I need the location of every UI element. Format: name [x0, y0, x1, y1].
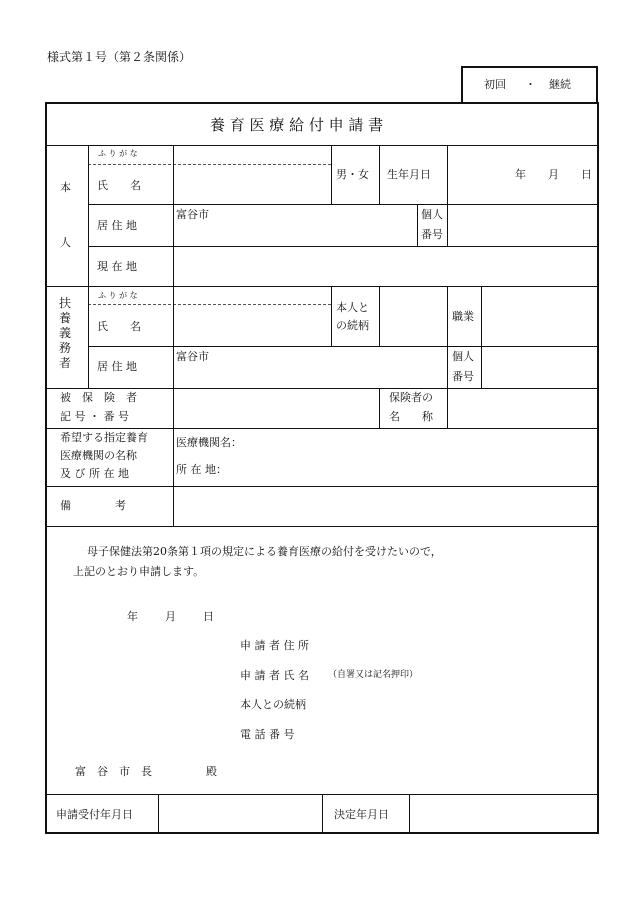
institution-address-field[interactable] [240, 456, 598, 484]
insurer-label-1: 保険者の [389, 391, 433, 404]
person-address-field[interactable] [174, 205, 417, 246]
furigana-label: ふ り が な [98, 291, 138, 300]
current-address-field[interactable] [174, 247, 598, 286]
sex-selector[interactable]: 男・女 [336, 168, 369, 181]
section-person-char1: 本 [60, 181, 71, 194]
birth-month: 月 [548, 168, 559, 181]
honorific: 殿 [206, 765, 217, 778]
guardian-address-label: 居 住 地 [97, 360, 137, 373]
guardian-city: 富谷市 [176, 350, 209, 363]
relation-label-1: 本人と [336, 301, 369, 314]
guardian-id-label-1: 個人 [452, 350, 474, 363]
person-name-label: 氏 名 [97, 179, 141, 192]
grid-line [331, 286, 332, 346]
relation-to-person-field[interactable] [325, 693, 585, 715]
badge-first[interactable]: 初回 [484, 78, 506, 91]
applicant-address-field[interactable] [325, 634, 585, 656]
grid-line [379, 145, 380, 204]
badge-separator: ・ [525, 78, 536, 91]
guardian-furigana-field[interactable] [174, 287, 331, 304]
insured-label-2: 記 号 ・ 番 号 [60, 410, 129, 423]
relation-field[interactable] [380, 287, 447, 346]
decision-date-field[interactable] [410, 795, 598, 833]
section-guardian: 扶養義務者 [59, 296, 72, 370]
person-name-field[interactable] [174, 165, 331, 204]
remarks-label: 備 考 [60, 499, 126, 512]
guardian-name-label: 氏 名 [97, 320, 141, 333]
insured-number-field[interactable] [174, 389, 379, 428]
relation-label-2: の続柄 [336, 319, 369, 332]
guardian-address-field[interactable] [174, 347, 447, 388]
institution-name-label: 医療機関名： [176, 436, 242, 449]
signature-note: （自署又は記名押印） [328, 670, 419, 680]
guardian-name-field[interactable] [174, 305, 331, 346]
declaration-line-1: 母子保健法第20条第１項の規定による養育医療の給付を受けたいので， [87, 545, 442, 558]
institution-label-3: 及 び 所 在 地 [60, 467, 129, 480]
current-address-label: 現 在 地 [97, 260, 137, 273]
grid-line [45, 526, 599, 527]
applicant-name-label: 申 請 者 氏 名 [240, 669, 309, 682]
date-month: 月 [165, 610, 176, 623]
remarks-field[interactable] [174, 487, 598, 526]
grid-line [322, 794, 323, 834]
received-date-label: 申請受付年月日 [56, 808, 133, 821]
person-furigana-field[interactable] [174, 146, 331, 164]
received-date-field[interactable] [159, 795, 322, 833]
institution-label-2: 医療機関の名称 [60, 449, 137, 462]
person-id-label-1: 個人 [421, 208, 443, 221]
guardian-id-field[interactable] [482, 347, 598, 388]
occupation-field[interactable] [482, 287, 598, 346]
insured-label-1: 被 保 険 者 [60, 391, 137, 404]
person-id-label-2: 番号 [421, 228, 443, 241]
birth-day: 日 [581, 168, 592, 181]
person-id-field[interactable] [448, 205, 598, 246]
grid-line [447, 145, 448, 204]
grid-line [447, 346, 448, 388]
grid-line [447, 286, 448, 346]
grid-line [88, 145, 89, 388]
phone-field[interactable] [325, 723, 585, 745]
form-number: 様式第１号（第２条関係） [47, 50, 192, 64]
insurer-label-2: 名 称 [389, 410, 433, 423]
applicant-name-field[interactable] [325, 664, 585, 686]
insurer-name-field[interactable] [448, 389, 598, 428]
section-person-char2: 人 [60, 236, 71, 249]
grid-line [331, 145, 332, 204]
relation-to-person-label: 本人との続柄 [240, 698, 306, 711]
birthdate-label: 生年月日 [387, 168, 431, 181]
grid-line [379, 388, 380, 428]
institution-address-label: 所 在 地： [176, 463, 227, 476]
birth-year: 年 [515, 168, 526, 181]
person-address-label: 居 住 地 [97, 219, 137, 232]
institution-name-field[interactable] [240, 430, 598, 454]
phone-label: 電 話 番 号 [240, 728, 295, 741]
occupation-label: 職業 [452, 310, 474, 323]
page-title: 養 育 医 療 給 付 申 請 書 [210, 116, 384, 134]
applicant-address-label: 申 請 者 住 所 [240, 639, 309, 652]
person-city: 富谷市 [176, 208, 209, 221]
decision-date-label: 決定年月日 [334, 808, 389, 821]
badge-continue[interactable]: 継続 [549, 78, 571, 91]
addressee: 富 谷 市 長 [75, 765, 152, 778]
date-day: 日 [203, 610, 214, 623]
date-year: 年 [127, 610, 138, 623]
grid-line [417, 204, 418, 246]
declaration-line-2: 上記のとおり申請します。 [73, 565, 205, 578]
guardian-id-label-2: 番号 [452, 370, 474, 383]
grid-line [45, 428, 599, 429]
institution-label-1: 希望する指定養育 [60, 431, 148, 444]
furigana-label: ふ り が な [98, 149, 138, 158]
